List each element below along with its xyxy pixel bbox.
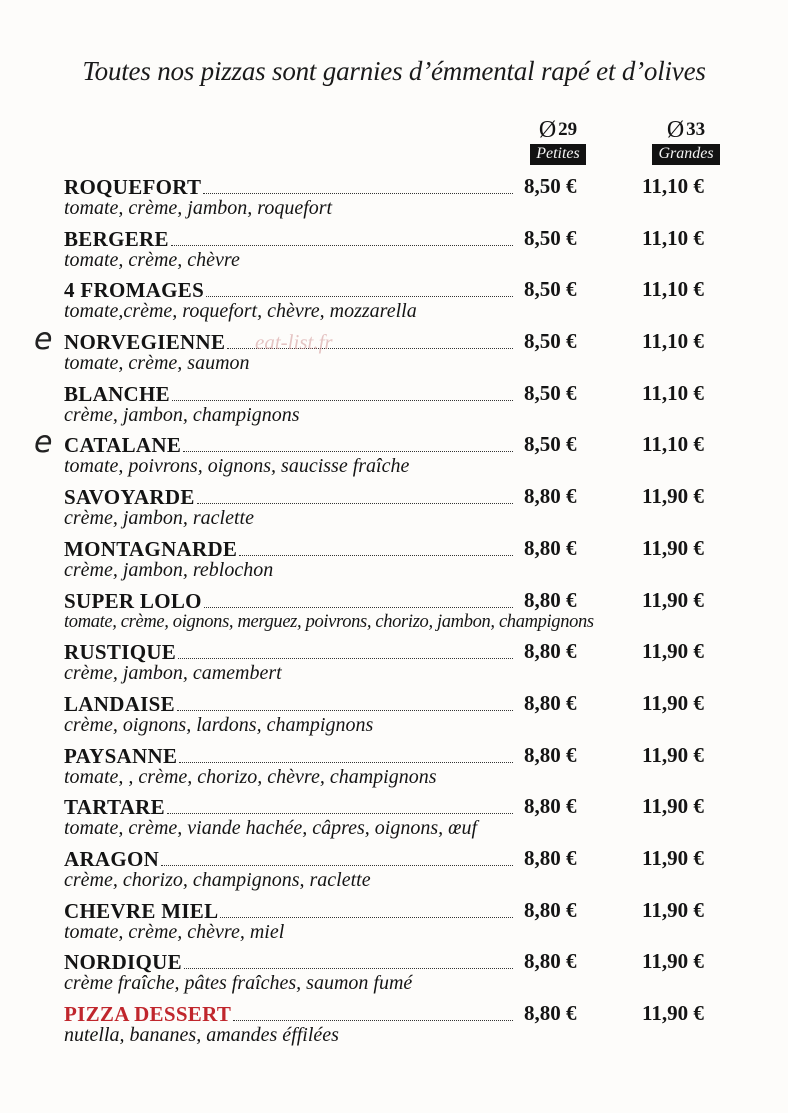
dotted-leader (161, 865, 513, 866)
pizza-ingredients: tomate, crème, saumon (64, 352, 250, 375)
handwritten-mark: e (34, 425, 53, 460)
pizza-name: LANDAISE (64, 691, 175, 716)
dotted-leader (204, 607, 513, 608)
menu-item (64, 172, 734, 224)
size-header-grandes (646, 118, 726, 165)
dotted-leader (233, 1020, 513, 1021)
pizza-name: SAVOYARDE (64, 485, 195, 510)
size-label: Petites (530, 144, 586, 165)
pizza-name: SUPER LOLO (64, 588, 202, 613)
diameter-icon: Ø (666, 117, 685, 143)
pizza-name: ARAGON (64, 846, 160, 871)
price-petite: 8,80 € (524, 484, 577, 509)
price-grande: 11,90 € (642, 535, 704, 560)
pizza-ingredients: tomate, , crème, chorizo, chèvre, champignons (64, 765, 437, 788)
pizza-name: BLANCHE (64, 381, 170, 406)
pizza-name: ROQUEFORT (64, 175, 202, 199)
price-petite: 8,50 € (524, 329, 577, 354)
price-petite: 8,80 € (524, 949, 577, 974)
price-petite: 8,50 € (524, 380, 577, 405)
price-grande: 11,90 € (642, 794, 704, 819)
price-petite: 8,50 € (524, 432, 577, 457)
pizza-ingredients: crème, chorizo, champignons, raclette (64, 868, 371, 891)
menu-item (64, 947, 734, 999)
pizza-ingredients: crème, jambon, reblochon (64, 558, 274, 581)
pizza-name: MONTAGNARDE (64, 536, 238, 561)
pizza-ingredients: tomate, crème, chèvre, miel (64, 920, 285, 943)
pizza-ingredients: tomate, crème, jambon, roquefort (64, 197, 333, 219)
pizza-name: BERGERE (64, 226, 169, 251)
dotted-leader (171, 245, 513, 246)
price-grande: 11,10 € (642, 380, 704, 405)
pizza-ingredients: crème, jambon, raclette (64, 507, 254, 530)
price-grande: 11,90 € (642, 639, 704, 664)
dotted-leader (167, 813, 513, 814)
dotted-leader (197, 503, 513, 504)
dotted-leader (184, 968, 513, 969)
price-petite: 8,80 € (524, 690, 577, 715)
pizza-name: 4 FROMAGES (64, 278, 205, 303)
menu-item (64, 379, 734, 431)
menu-item (64, 534, 734, 586)
menu-item (64, 482, 734, 534)
price-grande: 11,10 € (642, 277, 704, 302)
watermark: eat-list.fr (255, 330, 333, 354)
price-petite: 8,80 € (524, 794, 577, 819)
price-grande: 11,90 € (642, 587, 704, 612)
price-grande: 11,90 € (642, 742, 704, 767)
pizza-ingredients: tomate, crème, oignons, merguez, poivrons, chorizo, jambon, champignons (64, 611, 594, 632)
menu-tagline: Toutes nos pizzas sont garnies d’émmental rapé et d’olives (82, 56, 706, 86)
size-header-petites (518, 118, 598, 165)
pizza-name: CATALANE (64, 433, 182, 458)
price-grande: 11,90 € (642, 484, 704, 509)
pizza-ingredients: tomate, poivrons, oignons, saucisse fraîche (64, 455, 410, 478)
pizza-name: NORDIQUE (64, 950, 182, 975)
pizza-ingredients: tomate, crème, viande hachée, câpres, oignons, œuf (64, 817, 478, 840)
price-petite: 8,80 € (524, 639, 577, 664)
menu-item (64, 689, 734, 741)
pizza-ingredients: crème fraîche, pâtes fraîches, saumon fumé (64, 972, 413, 995)
dotted-leader (177, 710, 513, 711)
price-petite: 8,80 € (524, 587, 577, 612)
menu-item (64, 586, 734, 638)
pizza-ingredients: tomate, crème, chèvre (64, 248, 240, 271)
menu-item (64, 224, 734, 276)
dotted-leader (183, 451, 513, 452)
size-label: Grandes (652, 144, 719, 165)
price-grande: 11,90 € (642, 897, 704, 922)
dotted-leader (206, 296, 513, 297)
dotted-leader (179, 762, 513, 763)
pizza-ingredients: tomate,crème, roquefort, chèvre, mozzarella (64, 300, 417, 323)
price-grande: 11,10 € (642, 225, 704, 250)
pizza-name: PIZZA DESSERT (64, 1002, 232, 1026)
price-grande: 11,10 € (642, 174, 704, 198)
menu-item (64, 896, 734, 948)
diameter-icon: Ø (538, 117, 557, 143)
pizza-ingredients: crème, oignons, lardons, champignons (64, 713, 374, 736)
price-petite: 8,50 € (524, 225, 577, 250)
price-grande: 11,10 € (642, 329, 704, 354)
price-petite: 8,50 € (524, 174, 577, 198)
pizza-name: NORVEGIENNE (64, 330, 226, 355)
dotted-leader (239, 555, 513, 556)
menu-item (64, 430, 734, 482)
pizza-name: CHEVRE MIEL (64, 898, 219, 923)
price-grande: 11,10 € (642, 432, 704, 457)
pizza-name: TARTARE (64, 795, 165, 820)
diameter-value: 33 (686, 119, 706, 140)
diameter-value: 29 (558, 119, 578, 140)
menu-item (64, 275, 734, 327)
dotted-leader (172, 400, 513, 401)
menu-item (64, 741, 734, 793)
price-petite: 8,80 € (524, 535, 577, 560)
price-petite: 8,80 € (524, 845, 577, 870)
pizza-name: RUSTIQUE (64, 640, 177, 665)
price-grande: 11,90 € (642, 690, 704, 715)
price-grande: 11,90 € (642, 845, 704, 870)
dotted-leader (220, 917, 513, 918)
menu-item (64, 792, 734, 844)
pizza-ingredients: crème, jambon, champignons (64, 403, 300, 426)
menu-item (64, 999, 734, 1051)
dotted-leader (203, 193, 513, 194)
handwritten-mark: e (34, 322, 53, 357)
pizza-name: PAYSANNE (64, 743, 178, 768)
price-petite: 8,80 € (524, 897, 577, 922)
price-grande: 11,90 € (642, 1001, 704, 1025)
price-grande: 11,90 € (642, 949, 704, 974)
menu-item (64, 844, 734, 896)
pizza-menu-list (64, 172, 734, 1051)
price-petite: 8,80 € (524, 742, 577, 767)
pizza-ingredients: crème, jambon, camembert (64, 662, 282, 685)
price-petite: 8,80 € (524, 1001, 577, 1025)
pizza-ingredients: nutella, bananes, amandes éffilées (64, 1024, 339, 1046)
dotted-leader (178, 658, 513, 659)
menu-item (64, 327, 734, 379)
price-petite: 8,50 € (524, 277, 577, 302)
menu-item (64, 637, 734, 689)
